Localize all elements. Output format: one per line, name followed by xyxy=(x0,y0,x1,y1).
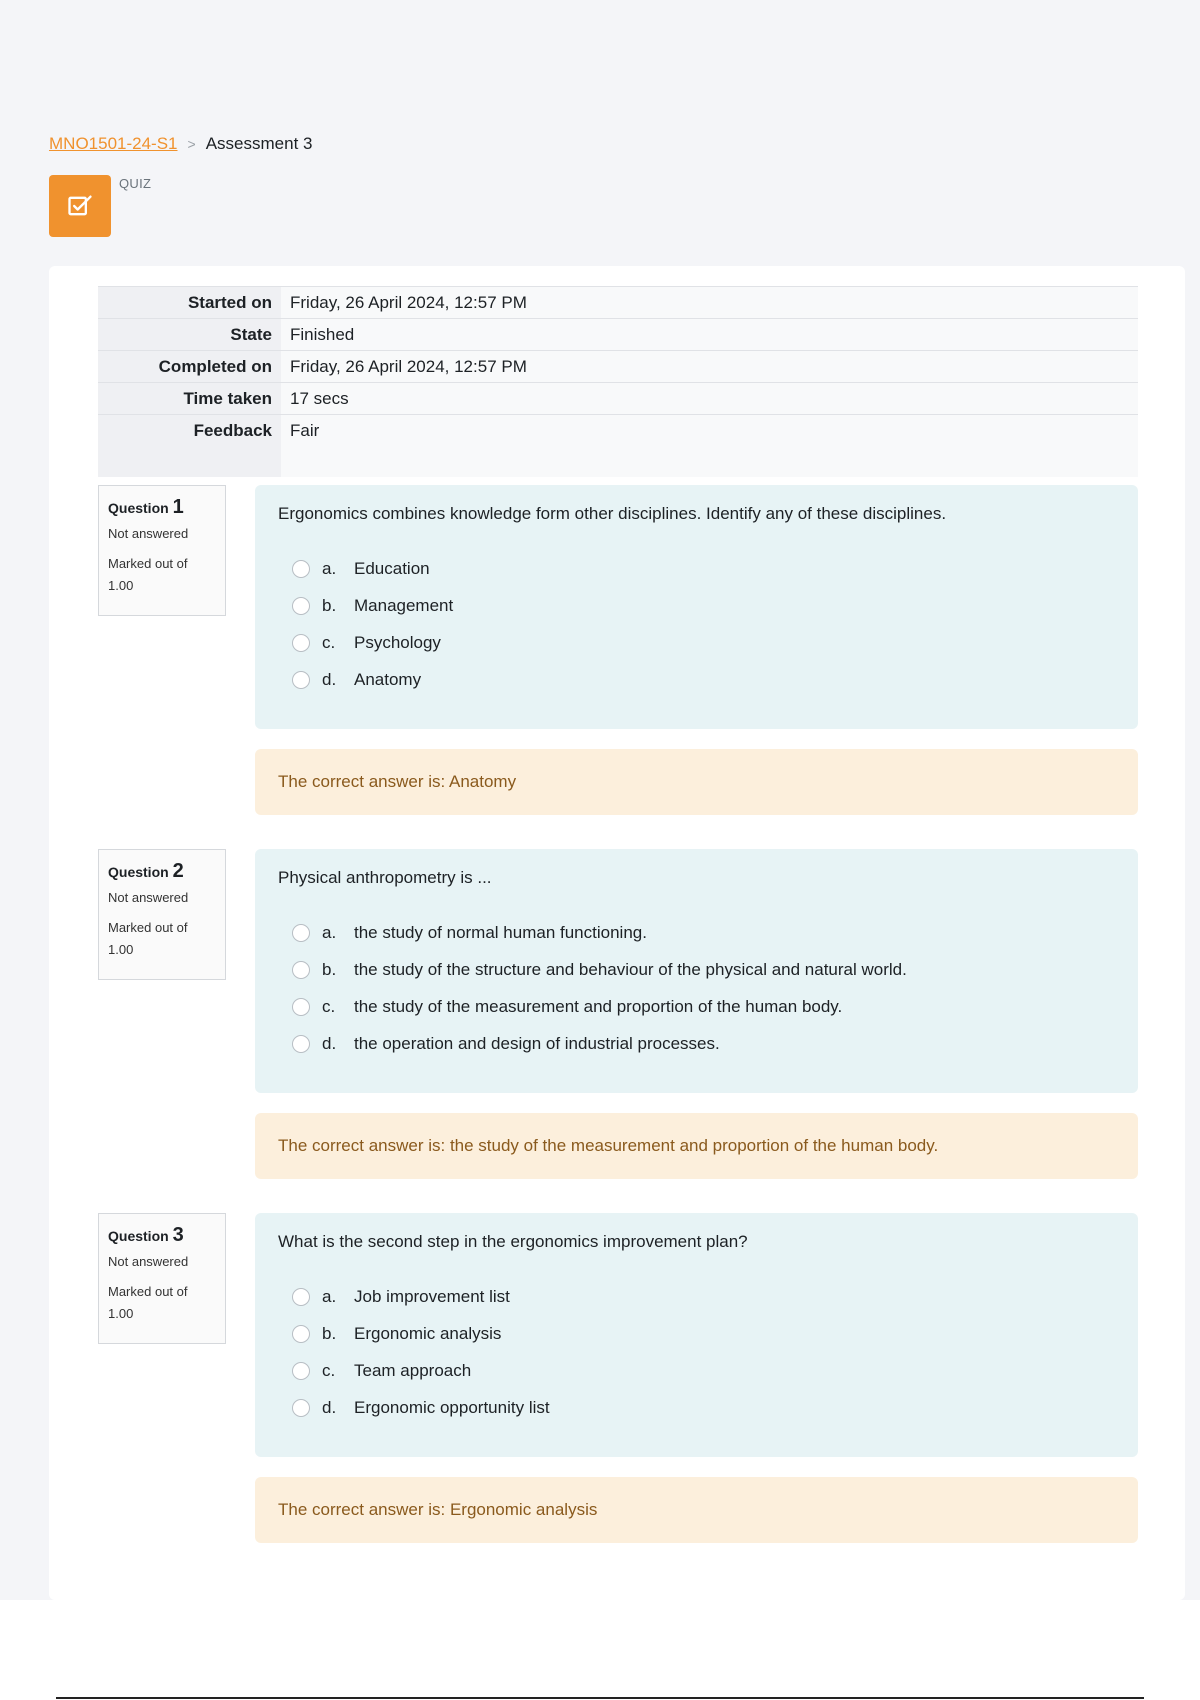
question-marks: Marked out of 1.00 xyxy=(108,920,188,957)
question-text: Ergonomics combines knowledge form other disciplines. Identify any of these disciplines. xyxy=(278,504,947,523)
summary-row-time-taken xyxy=(98,383,1138,415)
radio-button[interactable] xyxy=(292,560,310,578)
summary-filler-row xyxy=(98,447,1138,477)
answer-option-b[interactable] xyxy=(278,951,1115,988)
question-label: Question xyxy=(108,500,169,516)
question-info-2 xyxy=(98,849,226,980)
answer-text: Psychology xyxy=(354,632,441,652)
breadcrumb-separator: > xyxy=(187,136,196,152)
summary-label: Time taken xyxy=(98,383,281,415)
answer-text: Job improvement list xyxy=(354,1286,510,1306)
summary-row-completed xyxy=(98,351,1138,383)
summary-label: Completed on xyxy=(98,351,281,383)
correct-answer-feedback-3: The correct answer is: Ergonomic analysis xyxy=(255,1477,1138,1543)
answer-option-b[interactable] xyxy=(278,1315,1115,1352)
answer-letter: a. xyxy=(322,1286,337,1306)
answer-letter: b. xyxy=(322,959,337,979)
question-content-1 xyxy=(255,485,1138,729)
answer-text: the study of the measurement and proportion of the human body. xyxy=(354,996,843,1016)
attempt-summary-table xyxy=(98,286,1138,477)
question-marks: Marked out of 1.00 xyxy=(108,1284,188,1321)
answer-option-c[interactable] xyxy=(278,1352,1115,1389)
radio-button[interactable] xyxy=(292,1325,310,1343)
question-number-value: 3 xyxy=(172,1224,184,1246)
summary-filler-label xyxy=(98,447,281,477)
answer-letter: a. xyxy=(322,558,337,578)
bottom-divider xyxy=(56,1697,1144,1699)
radio-button[interactable] xyxy=(292,1288,310,1306)
answer-option-a[interactable] xyxy=(278,550,1115,587)
question-label: Question xyxy=(108,1228,169,1244)
summary-row-state xyxy=(98,319,1138,351)
question-number xyxy=(108,1224,216,1247)
answer-option-c[interactable] xyxy=(278,624,1115,661)
answer-text: Anatomy xyxy=(354,669,422,689)
answer-text: Team approach xyxy=(354,1360,472,1380)
question-content-2 xyxy=(255,849,1138,1093)
summary-value: Friday, 26 April 2024, 12:57 PM xyxy=(281,351,1138,383)
question-number xyxy=(108,860,216,883)
activity-type-label: QUIZ xyxy=(119,176,152,191)
answer-text: the study of normal human functioning. xyxy=(354,922,647,942)
correct-answer-feedback-1: The correct answer is: Anatomy xyxy=(255,749,1138,815)
answer-option-d[interactable] xyxy=(278,661,1115,698)
answer-letter: d. xyxy=(322,669,337,689)
summary-value: Friday, 26 April 2024, 12:57 PM xyxy=(281,287,1138,319)
radio-button[interactable] xyxy=(292,671,310,689)
question-state: Not answered xyxy=(108,1254,189,1269)
answer-letter: d. xyxy=(322,1397,337,1417)
answer-letter: b. xyxy=(322,595,337,615)
radio-button[interactable] xyxy=(292,961,310,979)
answer-letter: a. xyxy=(322,922,337,942)
quiz-check-icon xyxy=(49,175,111,237)
radio-button[interactable] xyxy=(292,1362,310,1380)
answer-option-a[interactable] xyxy=(278,1278,1115,1315)
answer-text: Ergonomic analysis xyxy=(354,1323,502,1343)
question-number-value: 1 xyxy=(172,496,184,518)
answer-option-b[interactable] xyxy=(278,587,1115,624)
answer-text: Management xyxy=(354,595,454,615)
answer-letter: c. xyxy=(322,1360,336,1380)
summary-value: Finished xyxy=(281,319,1138,351)
radio-button[interactable] xyxy=(292,634,310,652)
answer-option-a[interactable] xyxy=(278,914,1115,951)
answer-text: the operation and design of industrial processes. xyxy=(354,1033,720,1053)
question-marks: Marked out of 1.00 xyxy=(108,556,188,593)
answer-option-d[interactable] xyxy=(278,1389,1115,1426)
question-state: Not answered xyxy=(108,890,189,905)
question-label: Question xyxy=(108,864,169,880)
summary-label: Started on xyxy=(98,287,281,319)
answer-letter: b. xyxy=(322,1323,337,1343)
summary-value: 17 secs xyxy=(281,383,1138,415)
question-info-3 xyxy=(98,1213,226,1344)
radio-button[interactable] xyxy=(292,924,310,942)
question-info-1 xyxy=(98,485,226,616)
summary-value: Fair xyxy=(281,415,1138,447)
question-state: Not answered xyxy=(108,526,189,541)
breadcrumb xyxy=(49,134,312,154)
summary-filler-value xyxy=(281,447,1138,477)
page-bottom-area xyxy=(0,1600,1200,1700)
answer-letter: c. xyxy=(322,996,336,1016)
question-text: Physical anthropometry is ... xyxy=(278,868,492,887)
answer-text: Education xyxy=(354,558,430,578)
question-number-value: 2 xyxy=(172,860,184,882)
correct-answer-feedback-2: The correct answer is: the study of the measurement and proportion of the human body. xyxy=(255,1113,1138,1179)
summary-label: State xyxy=(98,319,281,351)
question-text: What is the second step in the ergonomics improvement plan? xyxy=(278,1232,748,1251)
answer-option-d[interactable] xyxy=(278,1025,1115,1062)
radio-button[interactable] xyxy=(292,1035,310,1053)
breadcrumb-course-link[interactable]: MNO1501-24-S1 xyxy=(49,134,178,153)
radio-button[interactable] xyxy=(292,1399,310,1417)
answer-text: the study of the structure and behaviour of the physical and natural world. xyxy=(354,959,907,979)
summary-row-feedback xyxy=(98,415,1138,447)
question-number xyxy=(108,496,216,519)
answer-letter: c. xyxy=(322,632,336,652)
breadcrumb-current: Assessment 3 xyxy=(205,134,313,153)
answer-letter: d. xyxy=(322,1033,337,1053)
summary-row-started xyxy=(98,287,1138,319)
radio-button[interactable] xyxy=(292,998,310,1016)
summary-label: Feedback xyxy=(98,415,281,447)
answer-option-c[interactable] xyxy=(278,988,1115,1025)
question-content-3 xyxy=(255,1213,1138,1457)
radio-button[interactable] xyxy=(292,597,310,615)
answer-text: Ergonomic opportunity list xyxy=(354,1397,550,1417)
